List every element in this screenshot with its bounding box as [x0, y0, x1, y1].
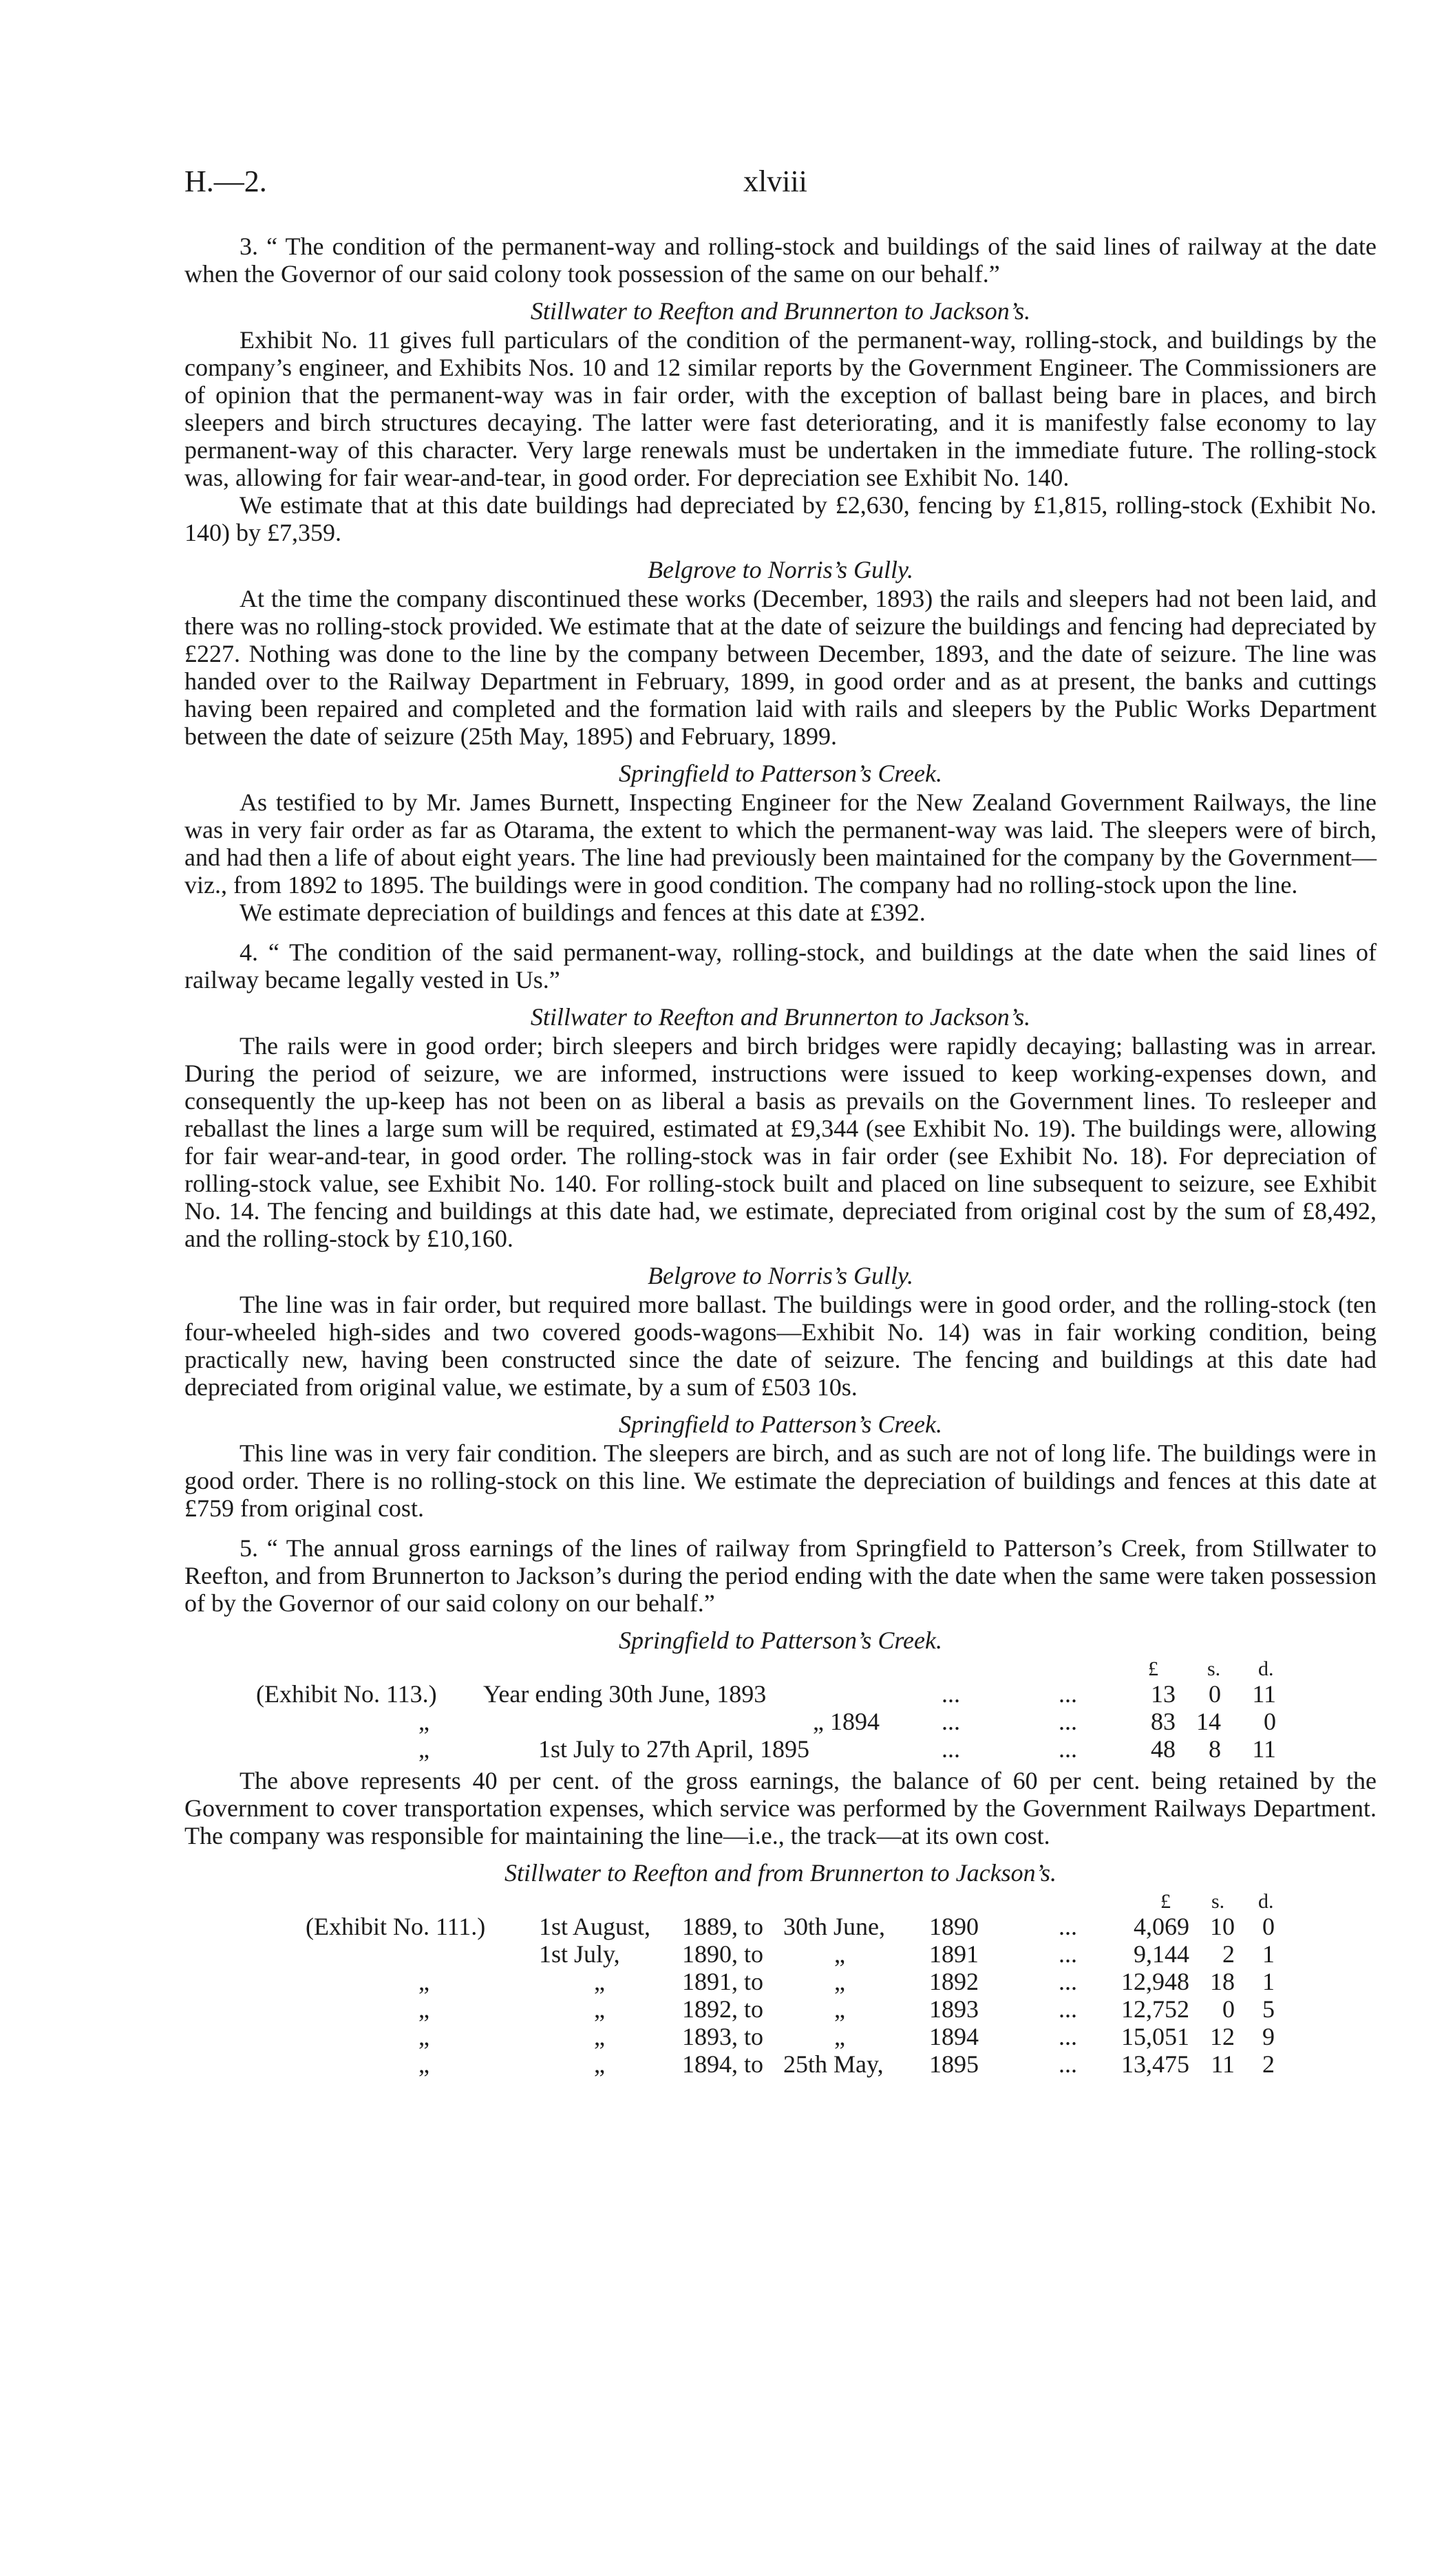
pence-header: d. [1258, 1890, 1274, 1913]
table-row: „ „ 1894 ... ... 83 14 0 [418, 1708, 1276, 1735]
paragraph: Exhibit No. 11 gives full particulars of the condition of the permanent-way, rolling-stock, and buildings by the company’s engineer, and Exhibits Nos. 10 and 12 similar reports by the Government Engineer. The Commissioners are of opinion that the permanent-way was in fair order, with the exception of ballast being bare in places, and birch sleepers and birch structures decaying. The latter were fast deteriorating, and it is manifestly false economy to lay permanent-way of this character. Very large renewals must be undertaken in the immediate future. The rolling-stock was, allowing for fair wear-and-tear, in good order. For depreciation see Exhibit No. 140. [184, 326, 1377, 491]
table-row: „ „ 1893, to „ 1894 ... 15,051 12 9 [418, 2023, 1275, 2050]
section-3-quote: 3. “ The condition of the permanent-way and rolling-stock and buildings of the said lines of railway at the date when the Governor of our said colony took possession of the same on our behalf.” [184, 233, 1377, 288]
subheading: Belgrove to Norris’s Gully. [648, 556, 913, 583]
paragraph: The line was in fair order, but required more ballast. The buildings were in good order, and the rolling-stock (ten four-wheeled high-sides and two covered goods-wagons—Exhibit No. 14) was in fair working condition, being practically new, having been constructed since the date of seizure. The fencing and buildings at this date had depreciated from original value, we estimate, by a sum of £503 10s. [184, 1291, 1377, 1401]
table-row: (Exhibit No. 111.) 1st August, 1889, to 30th June, 1890 ... 4,069 10 0 [306, 1913, 1275, 1940]
earnings-table-springfield [184, 1655, 1377, 1763]
subheading: Springfield to Patterson’s Creek. [619, 760, 942, 787]
paragraph: This line was in very fair condition. The sleepers are birch, and as such are not of long life. The buildings were in good order. There is no rolling-stock on this line. We estimate the depreciation of buildings and fences at this date at £759 from original cost. [184, 1439, 1377, 1522]
subheading: Stillwater to Reefton and from Brunnerton to Jackson’s. [505, 1859, 1056, 1887]
table-row: „ 1st July to 27th April, 1895 ... ... 48 8 11 [418, 1735, 1276, 1763]
currency-header [184, 1655, 1377, 1680]
table-row: „ „ 1894, to 25th May, 1895 ... 13,475 11 2 [418, 2050, 1275, 2078]
paragraph: As testified to by Mr. James Burnett, Inspecting Engineer for the New Zealand Government Railways, the line was in very fair order as far as Otarama, the extent to which the permanent-way was laid. The sleepers were of birch, and had then a life of about eight years. The line had previously been maintained for the company by the Government—viz., from 1892 to 1895. The buildings were in good condition. The company had no rolling-stock upon the line. [184, 788, 1377, 899]
paragraph: We estimate depreciation of buildings and fences at this date at £392. [240, 899, 926, 926]
section-5-quote: 5. “ The annual gross earnings of the lines of railway from Springfield to Patterson’s Creek, from Stillwater to Reefton, and from Brunnerton to Jackson’s during the period ending with the date when the same were taken possession of by the Governor of our said colony on our behalf.” [184, 1534, 1377, 1617]
pounds-header: £ [1148, 1657, 1158, 1680]
body-text [184, 233, 1377, 2078]
shillings-header: s. [1211, 1890, 1225, 1913]
section-4-quote: 4. “ The condition of the said permanent-way, rolling-stock, and buildings at the date when the said lines of railway became legally vested in Us.” [184, 938, 1377, 994]
paragraph: We estimate that at this date buildings had depreciated by £2,630, fencing by £1,815, rolling-stock (Exhibit No. 140) by £7,359. [184, 491, 1377, 546]
subheading: Stillwater to Reefton and Brunnerton to Jackson’s. [530, 1003, 1031, 1031]
subheading: Stillwater to Reefton and Brunnerton to Jackson’s. [530, 297, 1031, 325]
earnings-table-stillwater [184, 1888, 1377, 2078]
paragraph: The rails were in good order; birch sleepers and birch bridges were rapidly decaying; ballasting was in arrear. During the period of seizure, we are informed, instructions were issued to keep working-expenses down, and consequently the up-keep has not been on as liberal a basis as prevails on the Government lines. To resleeper and reballast the lines a large sum will be required, estimated at £9,344 (see Exhibit No. 19). The buildings were, allowing for fair wear-and-tear, in good order. The rolling-stock was in fair order (see Exhibit No. 18). For depreciation of rolling-stock value, see Exhibit No. 140. For rolling-stock built and placed on line subsequent to seizure, see Exhibit No. 14. The fencing and buildings at this date had, we estimate, depreciated from original cost by the sum of £8,492, and the rolling-stock by £10,160. [184, 1032, 1377, 1252]
paragraph: At the time the company discontinued these works (December, 1893) the rails and sleepers had not been laid, and there was no rolling-stock provided. We estimate that at the date of seizure the buildings and fencing had depreciated by £227. Nothing was done to the line by the company between December, 1893, and the date of seizure. The line was handed over to the Railway Department in February, 1899, in good order and as at present, the banks and cuttings having been repaired and completed and the formation laid with rails and sleepers by the Public Works Department between the date of seizure (25th May, 1895) and February, 1899. [184, 585, 1377, 750]
subheading: Springfield to Patterson’s Creek. [619, 1627, 942, 1654]
table-row: „ „ 1892, to „ 1893 ... 12,752 0 5 [418, 1995, 1275, 2023]
table-row: 1st July, 1890, to „ 1891 ... 9,144 2 1 [539, 1940, 1275, 1968]
shillings-header: s. [1207, 1657, 1221, 1680]
pence-header: d. [1258, 1657, 1274, 1680]
table-row: (Exhibit No. 113.) Year ending 30th June, 1893 ... ... 13 0 11 [256, 1680, 1276, 1708]
subheading: Belgrove to Norris’s Gully. [648, 1262, 913, 1289]
page-number: xlviii [743, 164, 807, 198]
pounds-header: £ [1160, 1890, 1171, 1913]
subheading: Springfield to Patterson’s Creek. [619, 1410, 942, 1438]
earnings-note: The above represents 40 per cent. of the gross earnings, the balance of 60 per cent. being retained by the Government to cover transportation expenses, which service was performed by the Government Railways Department. The company was responsible for maintaining the line—i.e., the track—at its own cost. [184, 1767, 1377, 1849]
table-row: „ „ 1891, to „ 1892 ... 12,948 18 1 [418, 1968, 1275, 1995]
document-reference: H.—2. [184, 164, 267, 198]
currency-header [184, 1888, 1377, 1913]
